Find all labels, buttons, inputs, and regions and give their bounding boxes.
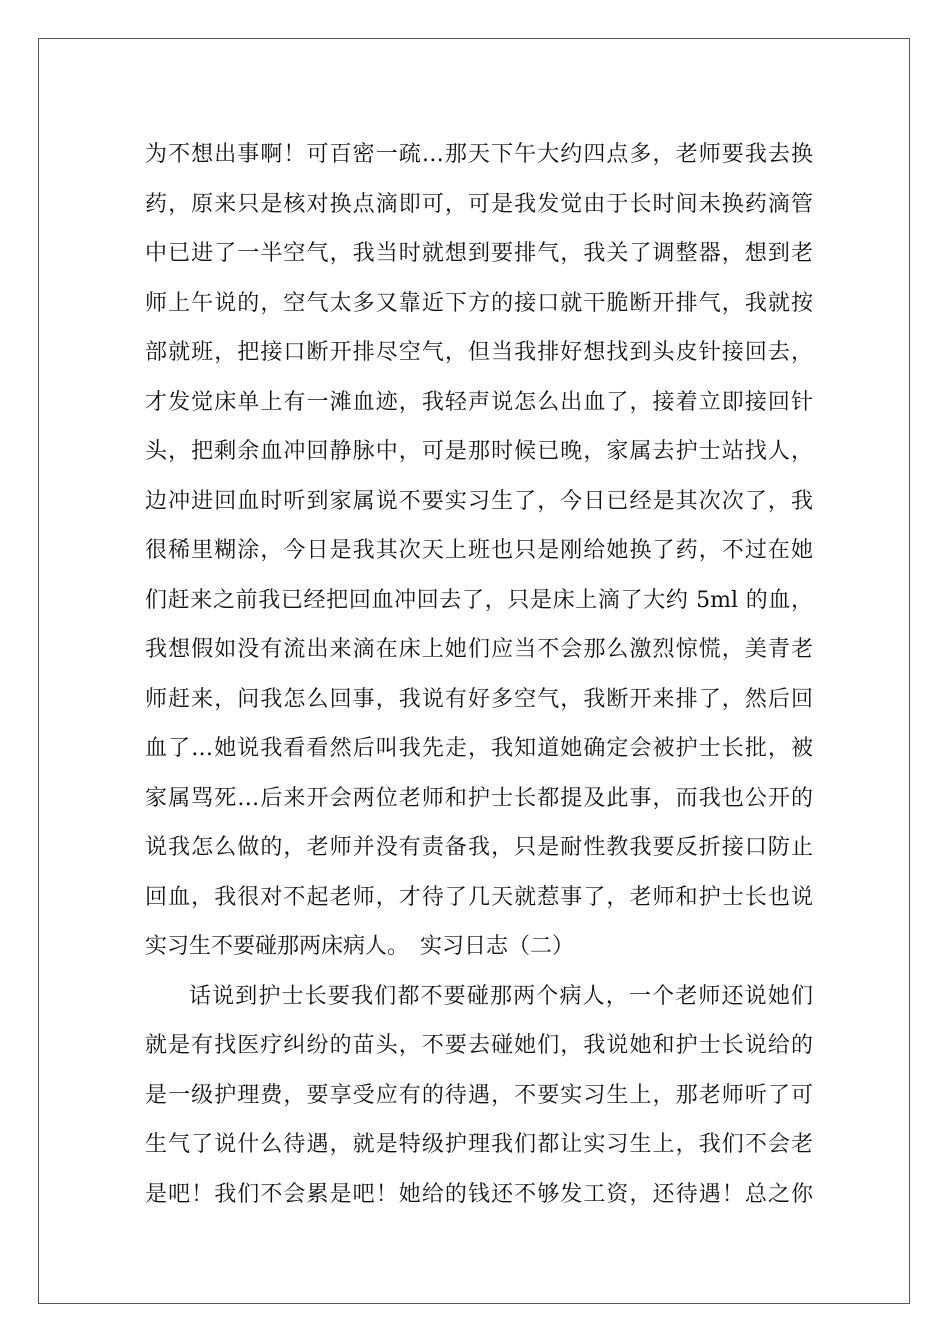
text-line: 是吧！我们不会累是吧！她给的钱还不够发工资，还待遇！总之你 [145,1181,813,1207]
paragraph-first-line: 话说到护士长要我们都不要碰那两个病人，一个老师还说她们 [189,983,813,1009]
text-line: 们赶来之前我已经把回血冲回去了，只是床上滴了大约 5ml 的血， [145,587,813,613]
text-line: 回血，我很对不起老师，才待了几天就惹事了，老师和护士长也说 [145,884,813,910]
text-line: 才发觉床单上有一滩血迹，我轻声说怎么出血了，接着立即接回针 [145,389,813,415]
text-line: 我想假如没有流出来滴在床上她们应当不会那么激烈惊慌，美青老 [145,637,813,662]
text-line: 为不想出事啊！可百密一疏…那天下午大约四点多，老师要我去换 [145,142,813,167]
text-line: 药，原来只是核对换点滴即可，可是我发觉由于长时间未换药滴管 [145,191,813,217]
document-body [145,130,813,1219]
text-line: 生气了说什么待遇，就是特级护理我们都让实习生上，我们不会老 [145,1132,813,1157]
text-line: 边冲进回血时听到家属说不要实习生了，今日已经是其次次了，我 [145,488,813,514]
text-line: 家属骂死…后来开会两位老师和护士长都提及此事，而我也公开的 [145,785,813,811]
text-line: 师上午说的，空气太多又靠近下方的接口就干脆断开排气，我就按 [145,290,813,316]
text-line-section-heading: 实习生不要碰那两床病人。 实习日志（二） [145,934,575,959]
text-line: 师赶来，问我怎么回事，我说有好多空气，我断开来排了，然后回 [145,686,813,712]
text-line: 很稀里糊涂，今日是我其次天上班也只是刚给她换了药，不过在她 [145,538,813,563]
text-line: 中已进了一半空气，我当时就想到要排气，我关了调整器，想到老 [145,241,813,266]
text-line: 就是有找医疗纠纷的苗头，不要去碰她们，我说她和护士长说给的 [145,1033,813,1058]
text-line: 是一级护理费，要享受应有的待遇，不要实习生上，那老师听了可 [145,1082,813,1108]
text-line: 部就班，把接口断开排尽空气，但当我排好想找到头皮针接回去， [145,340,813,365]
text-line: 头，把剩余血冲回静脉中，可是那时候已晚，家属去护士站找人， [145,439,813,464]
text-line: 血了…她说我看看然后叫我先走，我知道她确定会被护士长批，被 [145,736,813,761]
text-line: 说我怎么做的，老师并没有责备我，只是耐性教我要反折接口防止 [145,835,813,860]
